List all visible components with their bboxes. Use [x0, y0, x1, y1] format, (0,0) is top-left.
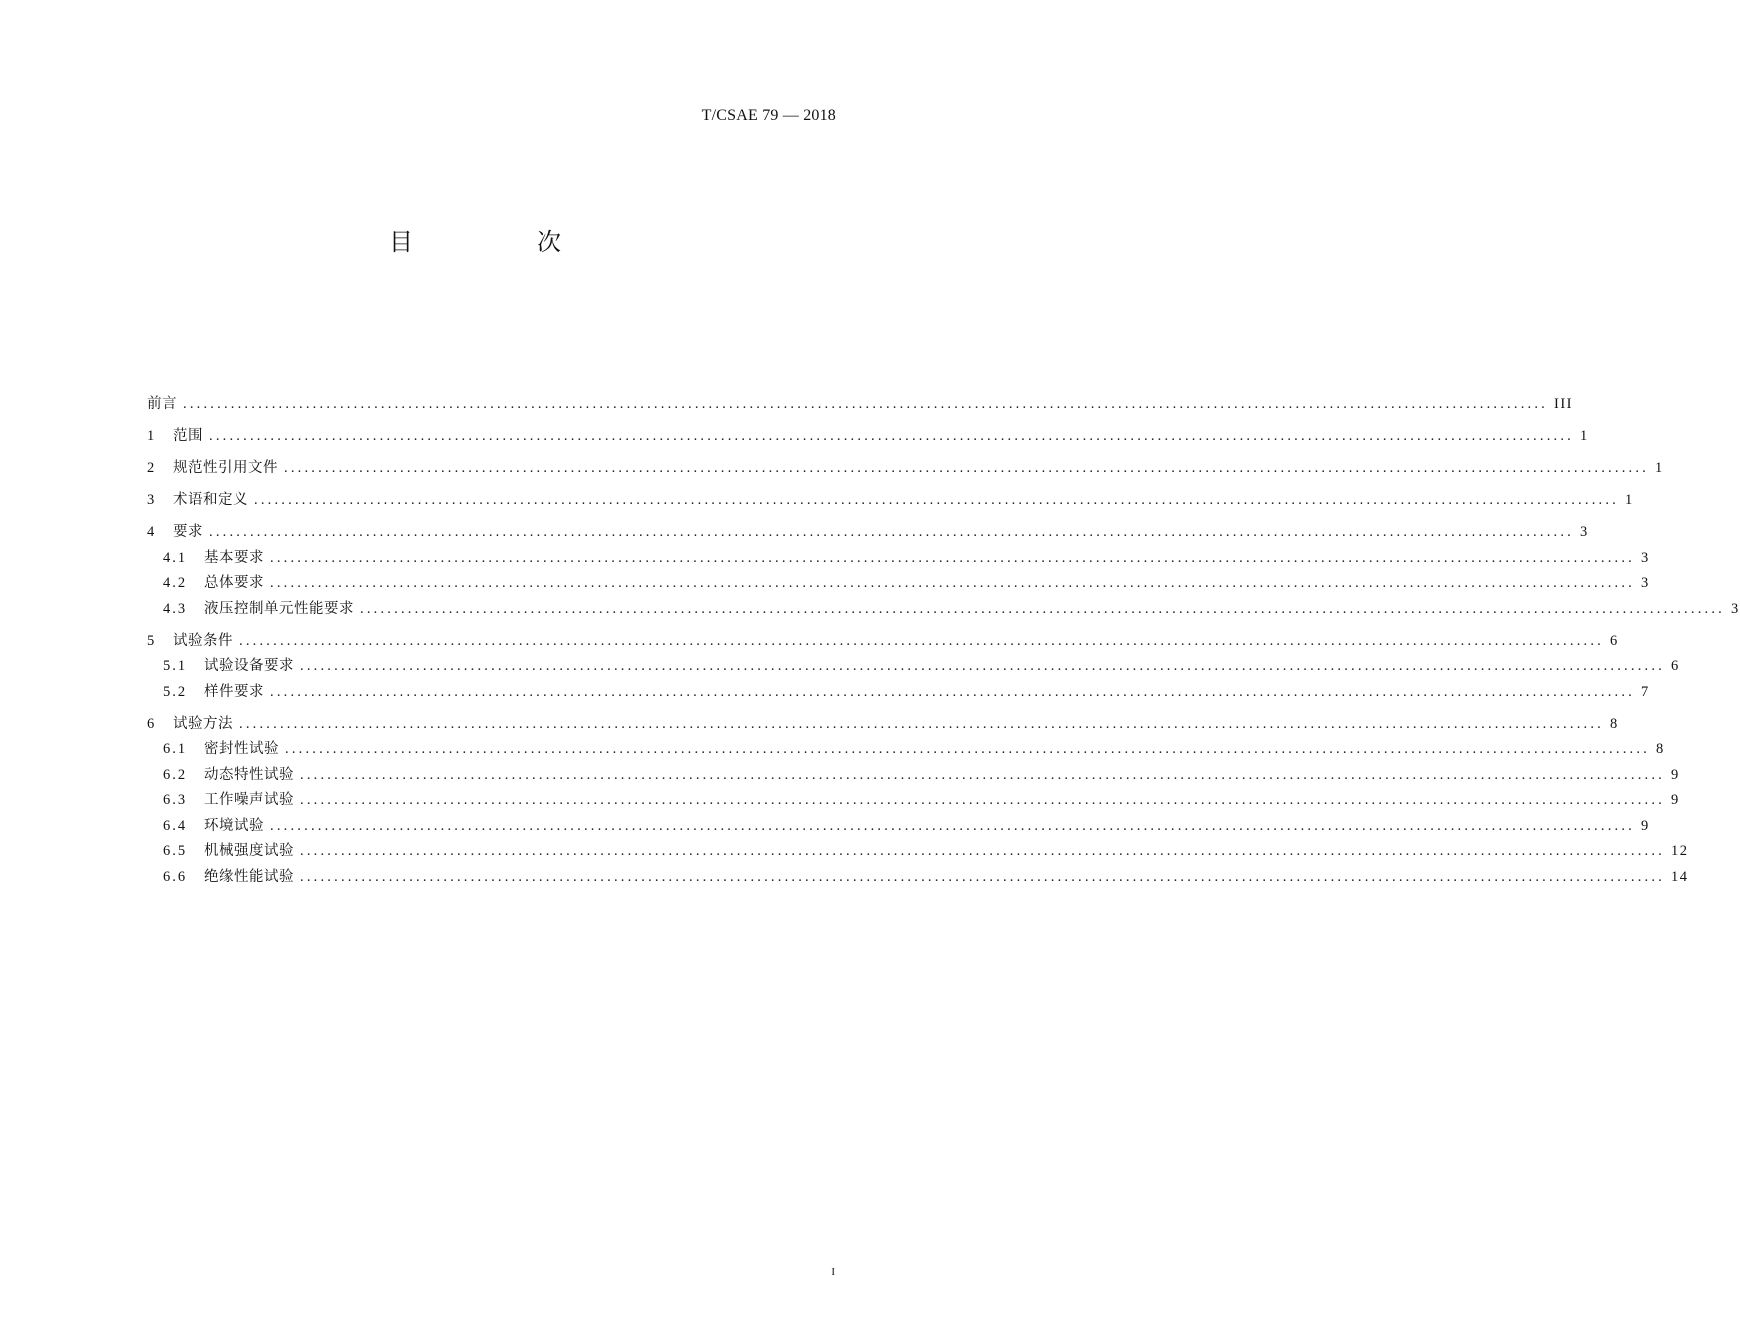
toc-leader-dots: ........................................................................................................................................................................................................	[284, 460, 1649, 476]
toc-entry[interactable]	[147, 571, 1650, 597]
toc-entry[interactable]	[147, 546, 1650, 572]
toc-leader-dots: ........................................................................................................................................................................................................	[270, 817, 1635, 834]
toc-entry-label: 试验条件	[173, 632, 233, 649]
toc-entry-page: 3	[1731, 600, 1740, 617]
toc-entry[interactable]	[147, 865, 1689, 891]
toc-entry-page: 9	[1671, 792, 1680, 808]
toc-entry-page: 3	[1580, 524, 1589, 540]
toc-entry[interactable]	[147, 763, 1680, 789]
toc-leader-dots: ........................................................................................................................................................................................................	[254, 492, 1619, 508]
toc-entry-number: 5	[147, 632, 157, 649]
toc-entry[interactable]	[147, 456, 1664, 482]
toc-leader-dots: ........................................................................................................................................................................................................	[285, 741, 1650, 757]
toc-entry-label: 要求	[173, 524, 203, 540]
toc-entry-number: 4.3	[163, 600, 188, 617]
toc-entry-number: 4	[147, 524, 157, 540]
toc-entry-number: 6.3	[163, 792, 188, 808]
toc-entry-label: 术语和定义	[173, 492, 248, 508]
toc-title: 目 次	[389, 228, 611, 256]
toc-leader-dots: ........................................................................................................................................................................................................	[300, 792, 1665, 808]
toc-entry[interactable]	[147, 814, 1650, 840]
toc-entry[interactable]	[147, 788, 1680, 814]
document-code: T/CSAE 79 — 2018	[701, 107, 836, 124]
toc-entry-page: 8	[1610, 715, 1619, 732]
toc-entry-label: 密封性试验	[204, 741, 279, 757]
toc-entry-page: 3	[1641, 549, 1650, 566]
toc-entry-label: 绝缘性能试验	[204, 868, 294, 885]
toc-entry-label: 工作噪声试验	[204, 792, 294, 808]
toc-entry-label: 样件要求	[204, 683, 264, 700]
toc-leader-dots: ........................................................................................................................................................................................................	[300, 766, 1665, 783]
toc-leader-dots: ........................................................................................................................................................................................................	[300, 658, 1665, 674]
toc-entry[interactable]	[147, 597, 1740, 623]
toc-entry-label: 环境试验	[204, 817, 264, 834]
toc-leader-dots: ........................................................................................................................................................................................................	[239, 715, 1604, 732]
toc-entry-label: 基本要求	[204, 549, 264, 566]
toc-entry-page: 8	[1656, 741, 1665, 757]
toc-leader-dots: ........................................................................................................................................................................................................	[300, 868, 1665, 885]
toc-entry-page: 12	[1671, 843, 1689, 859]
toc-leader-dots: ........................................................................................................................................................................................................	[270, 683, 1635, 700]
toc-entry-number: 1	[147, 428, 157, 444]
toc-entry-label: 动态特性试验	[204, 766, 294, 783]
toc-entry-page: III	[1554, 396, 1573, 412]
toc-entry-page: 14	[1671, 868, 1689, 885]
toc-entry-number: 2	[147, 460, 157, 476]
toc-entry[interactable]	[147, 488, 1634, 514]
toc-entry-page: 9	[1671, 766, 1680, 783]
toc-entry-number: 5.1	[163, 658, 188, 674]
toc-leader-dots: ........................................................................................................................................................................................................	[183, 396, 1548, 412]
toc-entry-number: 6.4	[163, 817, 188, 834]
toc-entry[interactable]	[147, 654, 1680, 680]
toc-leader-dots: ........................................................................................................................................................................................................	[270, 549, 1635, 566]
toc-entry-label: 液压控制单元性能要求	[204, 600, 354, 617]
toc-entry-label: 范围	[173, 428, 203, 444]
toc-entry[interactable]	[147, 520, 1589, 546]
toc-entry-page: 7	[1641, 683, 1650, 700]
toc-entry-label: 规范性引用文件	[173, 460, 278, 476]
toc-entry[interactable]	[147, 712, 1619, 738]
toc-entry-number: 3	[147, 492, 157, 508]
toc-entry[interactable]	[147, 839, 1689, 865]
toc-entry-page: 1	[1580, 428, 1589, 444]
toc-entry-number: 6.6	[163, 868, 188, 885]
toc-entry-number: 5.2	[163, 683, 188, 700]
toc-entry-page: 6	[1610, 632, 1619, 649]
toc-leader-dots: ........................................................................................................................................................................................................	[209, 428, 1574, 444]
toc-entry-number: 6.2	[163, 766, 188, 783]
toc-entry-number: 4.1	[163, 549, 188, 566]
toc-entry-number: 6.5	[163, 843, 188, 859]
toc-entry-label: 总体要求	[204, 575, 264, 591]
toc-entry-label: 机械强度试验	[204, 843, 294, 859]
toc-entry-page: 1	[1655, 460, 1664, 476]
toc-entry-number: 4.2	[163, 575, 188, 591]
toc-entry[interactable]	[147, 424, 1589, 450]
toc-entry-page: 9	[1641, 817, 1650, 834]
toc-leader-dots: ........................................................................................................................................................................................................	[209, 524, 1574, 540]
toc-leader-dots: ........................................................................................................................................................................................................	[270, 575, 1635, 591]
toc-leader-dots: ........................................................................................................................................................................................................	[239, 632, 1604, 649]
toc-entry[interactable]	[147, 680, 1650, 706]
toc-entry-number: 6	[147, 715, 157, 732]
toc-entry-label: 前言	[147, 396, 177, 412]
toc-entry-number: 6.1	[163, 741, 188, 757]
table-of-contents	[147, 392, 1740, 890]
toc-entry[interactable]	[147, 392, 1573, 418]
toc-entry-label: 试验方法	[173, 715, 233, 732]
toc-entry-label: 试验设备要求	[204, 658, 294, 674]
toc-entry-page: 3	[1641, 575, 1650, 591]
toc-entry[interactable]	[147, 629, 1619, 655]
toc-leader-dots: ........................................................................................................................................................................................................	[360, 600, 1725, 617]
page-folio: I	[831, 1266, 835, 1278]
toc-entry-page: 1	[1625, 492, 1634, 508]
toc-entry-page: 6	[1671, 658, 1680, 674]
toc-leader-dots: ........................................................................................................................................................................................................	[300, 843, 1665, 859]
toc-entry[interactable]	[147, 737, 1665, 763]
